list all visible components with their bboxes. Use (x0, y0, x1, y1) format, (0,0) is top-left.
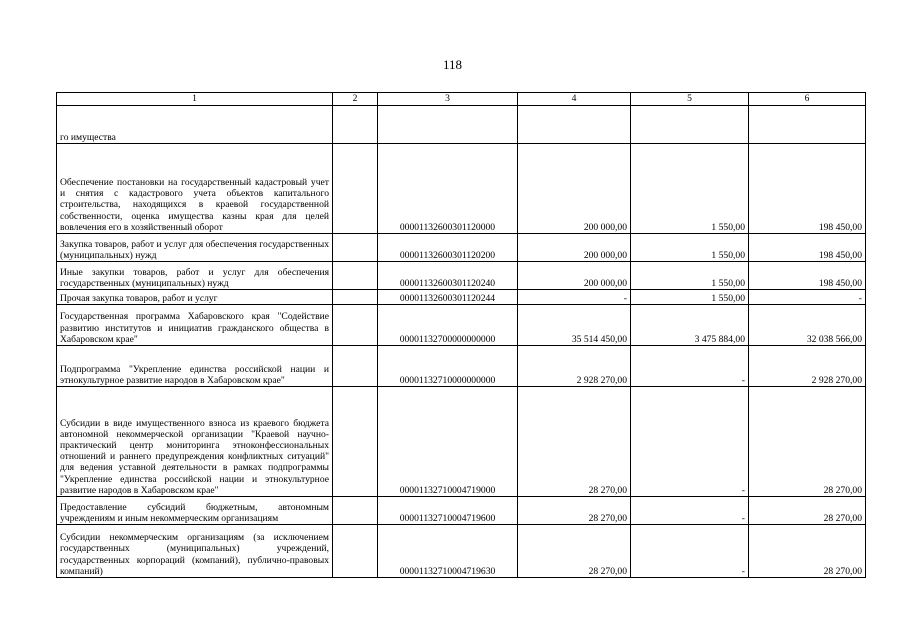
column-header: 3 (378, 93, 518, 106)
empty-cell (333, 144, 378, 234)
value-cell-5: - (631, 346, 749, 387)
value-cell-4: 200 000,00 (518, 262, 631, 290)
row-name-cell: Прочая закупка товаров, работ и услуг (57, 290, 333, 305)
value-cell-5: 1 550,00 (631, 290, 749, 305)
column-header: 5 (631, 93, 749, 106)
code-cell: 00001132710000000000 (378, 346, 518, 387)
code-cell: 00001132710004719630 (378, 525, 518, 578)
value-cell-6: - (749, 290, 866, 305)
value-cell-6: 198 450,00 (749, 262, 866, 290)
column-header: 4 (518, 93, 631, 106)
code-cell: 00001132600301120240 (378, 262, 518, 290)
value-cell-5 (631, 106, 749, 144)
value-cell-6: 28 270,00 (749, 497, 866, 525)
row-name-cell: Субсидии некоммерческим организациям (за исключением государственных (муниципальных) учреждений, государственных корпораций (компаний), публично-правовых компаний) (57, 525, 333, 578)
row-name-cell: Закупка товаров, работ и услуг для обеспечения государственных (муниципальных) нужд (57, 234, 333, 262)
table-row (57, 106, 866, 144)
value-cell-4: 28 270,00 (518, 525, 631, 578)
table-row (57, 525, 866, 578)
value-cell-6: 28 270,00 (749, 525, 866, 578)
row-name-cell: Государственная программа Хабаровского края "Содействие развитию институтов и инициатив гражданского общества в Хабаровском крае" (57, 305, 333, 346)
value-cell-6 (749, 106, 866, 144)
row-name-cell: Подпрограмма "Укрепление единства российской нации и этнокультурное развитие народов в Хабаровском крае" (57, 346, 333, 387)
code-cell (378, 106, 518, 144)
value-cell-6: 198 450,00 (749, 234, 866, 262)
value-cell-5: - (631, 525, 749, 578)
row-name-cell: Предоставление субсидий бюджетным, автономным учреждениям и иным некоммерческим организациям (57, 497, 333, 525)
empty-cell (333, 387, 378, 497)
value-cell-4: 2 928 270,00 (518, 346, 631, 387)
table-row (57, 497, 866, 525)
table-row (57, 387, 866, 497)
value-cell-5: 3 475 884,00 (631, 305, 749, 346)
empty-cell (333, 106, 378, 144)
value-cell-4: 200 000,00 (518, 144, 631, 234)
value-cell-4: - (518, 290, 631, 305)
empty-cell (333, 497, 378, 525)
empty-cell (333, 525, 378, 578)
table-row (57, 305, 866, 346)
value-cell-4: 28 270,00 (518, 387, 631, 497)
row-name-cell: Субсидии в виде имущественного взноса из краевого бюджета автономной некоммерческой организации "Краевой научно-практический центр мониторинга этноконфессиональных отношений и раннего предупреждения конфликтных ситуаций" для ведения уставной деятельности в рамках подпрограммы "Укрепление единства российской нации и этнокультурное развитие народов в Хабаровском крае" (57, 387, 333, 497)
code-cell: 00001132710004719600 (378, 497, 518, 525)
empty-cell (333, 290, 378, 305)
value-cell-6: 32 038 566,00 (749, 305, 866, 346)
code-cell: 00001132600301120200 (378, 234, 518, 262)
value-cell-4 (518, 106, 631, 144)
empty-cell (333, 234, 378, 262)
table-row (57, 290, 866, 305)
value-cell-6: 2 928 270,00 (749, 346, 866, 387)
value-cell-5: - (631, 387, 749, 497)
column-header: 6 (749, 93, 866, 106)
value-cell-6: 198 450,00 (749, 144, 866, 234)
empty-cell (333, 305, 378, 346)
row-name-cell: Обеспечение постановки на государственный кадастровый учет и снятия с кадастрового учета объектов капитального строительства, находящихся в краевой государственной собственности, оценка имущества казны края для целей вовлечения его в хозяйственный оборот (57, 144, 333, 234)
header-row (57, 93, 866, 106)
empty-cell (333, 262, 378, 290)
value-cell-4: 200 000,00 (518, 234, 631, 262)
value-cell-5: 1 550,00 (631, 262, 749, 290)
value-cell-4: 35 514 450,00 (518, 305, 631, 346)
value-cell-5: - (631, 497, 749, 525)
value-cell-4: 28 270,00 (518, 497, 631, 525)
page-number: 118 (442, 57, 463, 72)
empty-cell (333, 346, 378, 387)
code-cell: 00001132710004719000 (378, 387, 518, 497)
row-name-cell: Иные закупки товаров, работ и услуг для обеспечения государственных (муниципальных) нужд (57, 262, 333, 290)
column-header: 1 (57, 93, 333, 106)
value-cell-5: 1 550,00 (631, 234, 749, 262)
code-cell: 00001132700000000000 (378, 305, 518, 346)
value-cell-5: 1 550,00 (631, 144, 749, 234)
table-row (57, 346, 866, 387)
table-row (57, 234, 866, 262)
row-name-cell: го имущества (57, 106, 333, 144)
column-header: 2 (333, 93, 378, 106)
table-row (57, 144, 866, 234)
code-cell: 00001132600301120244 (378, 290, 518, 305)
budget-table (56, 92, 866, 578)
code-cell: 00001132600301120000 (378, 144, 518, 234)
table-row (57, 262, 866, 290)
value-cell-6: 28 270,00 (749, 387, 866, 497)
